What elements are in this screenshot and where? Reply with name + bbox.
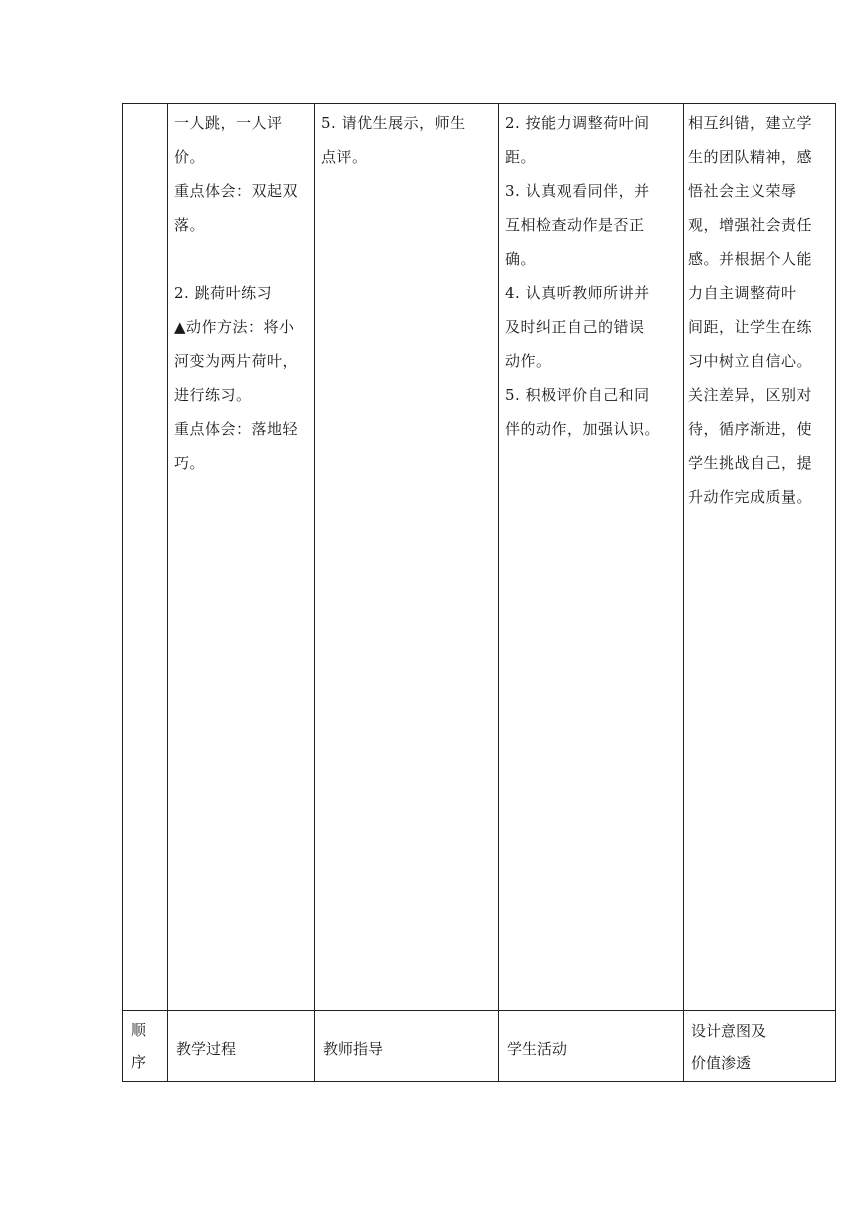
text-line: 巧。 [174,454,206,472]
text-line: 5. 积极评价自己和同 [505,386,650,404]
text-line: 观，增强社会责任 [688,216,813,234]
text-line: 确。 [505,250,537,268]
text-line: 习中树立自信心。 [688,352,813,370]
design-intent-cell [684,106,836,514]
text-line: 力自主调整荷叶 [688,284,797,302]
student-activity-cell [499,106,683,446]
text-line: ▲动作方法：将小 [174,318,295,336]
text-line: 重点体会：落地轻 [174,420,299,438]
text-line: 河变为两片荷叶， [174,352,299,370]
row-divider [123,1010,835,1011]
header-intent [691,1015,766,1079]
text-line: 动作。 [505,352,552,370]
text-line: 悟社会主义荣辱 [688,182,797,200]
header-student: 学生活动 [507,1040,568,1058]
text-line: 3. 认真观看同伴，并 [505,182,650,200]
header-process: 教学过程 [176,1040,237,1058]
text-line: 互相检查动作是否正 [505,216,645,234]
text-line: 待，循序渐进，使 [688,420,813,438]
text-line: 伴的动作，加强认识。 [505,420,661,438]
text-line: 2. 跳荷叶练习 [174,284,273,302]
teacher-guidance-cell [315,106,498,174]
header-intent-line1: 设计意图及 [691,1022,767,1040]
column-divider [314,104,315,1081]
header-order [131,1014,167,1078]
text-line: 4. 认真听教师所讲并 [505,284,650,302]
header-order-line2: 序 [131,1053,147,1071]
text-line: 间距，让学生在练 [688,318,813,336]
text-line: 升动作完成质量。 [688,488,813,506]
text-line: 关注差异，区别对 [688,386,813,404]
text-line: 价。 [174,148,206,166]
header-order-line1: 顺 [131,1021,147,1039]
text-line: 学生挑战自己，提 [688,454,813,472]
lesson-plan-table [122,103,836,1082]
text-line: 5. 请优生展示，师生 [321,114,466,132]
header-teacher: 教师指导 [323,1040,384,1058]
text-line: 生的团队精神，感 [688,148,813,166]
text-line: 一人跳，一人评 [174,114,283,132]
text-line: 进行练习。 [174,386,252,404]
header-intent-line2: 价值渗透 [691,1054,752,1072]
text-line: 及时纠正自己的错误 [505,318,645,336]
text-line: 重点体会：双起双 [174,182,299,200]
text-line: 相互纠错，建立学 [688,114,813,132]
text-line: 点评。 [321,148,368,166]
text-line: 距。 [505,148,537,166]
text-line: 落。 [174,216,206,234]
text-line: 感。并根据个人能 [688,250,813,268]
process-cell [168,106,314,480]
text-line: 2. 按能力调整荷叶间 [505,114,650,132]
blank-line [174,242,308,276]
